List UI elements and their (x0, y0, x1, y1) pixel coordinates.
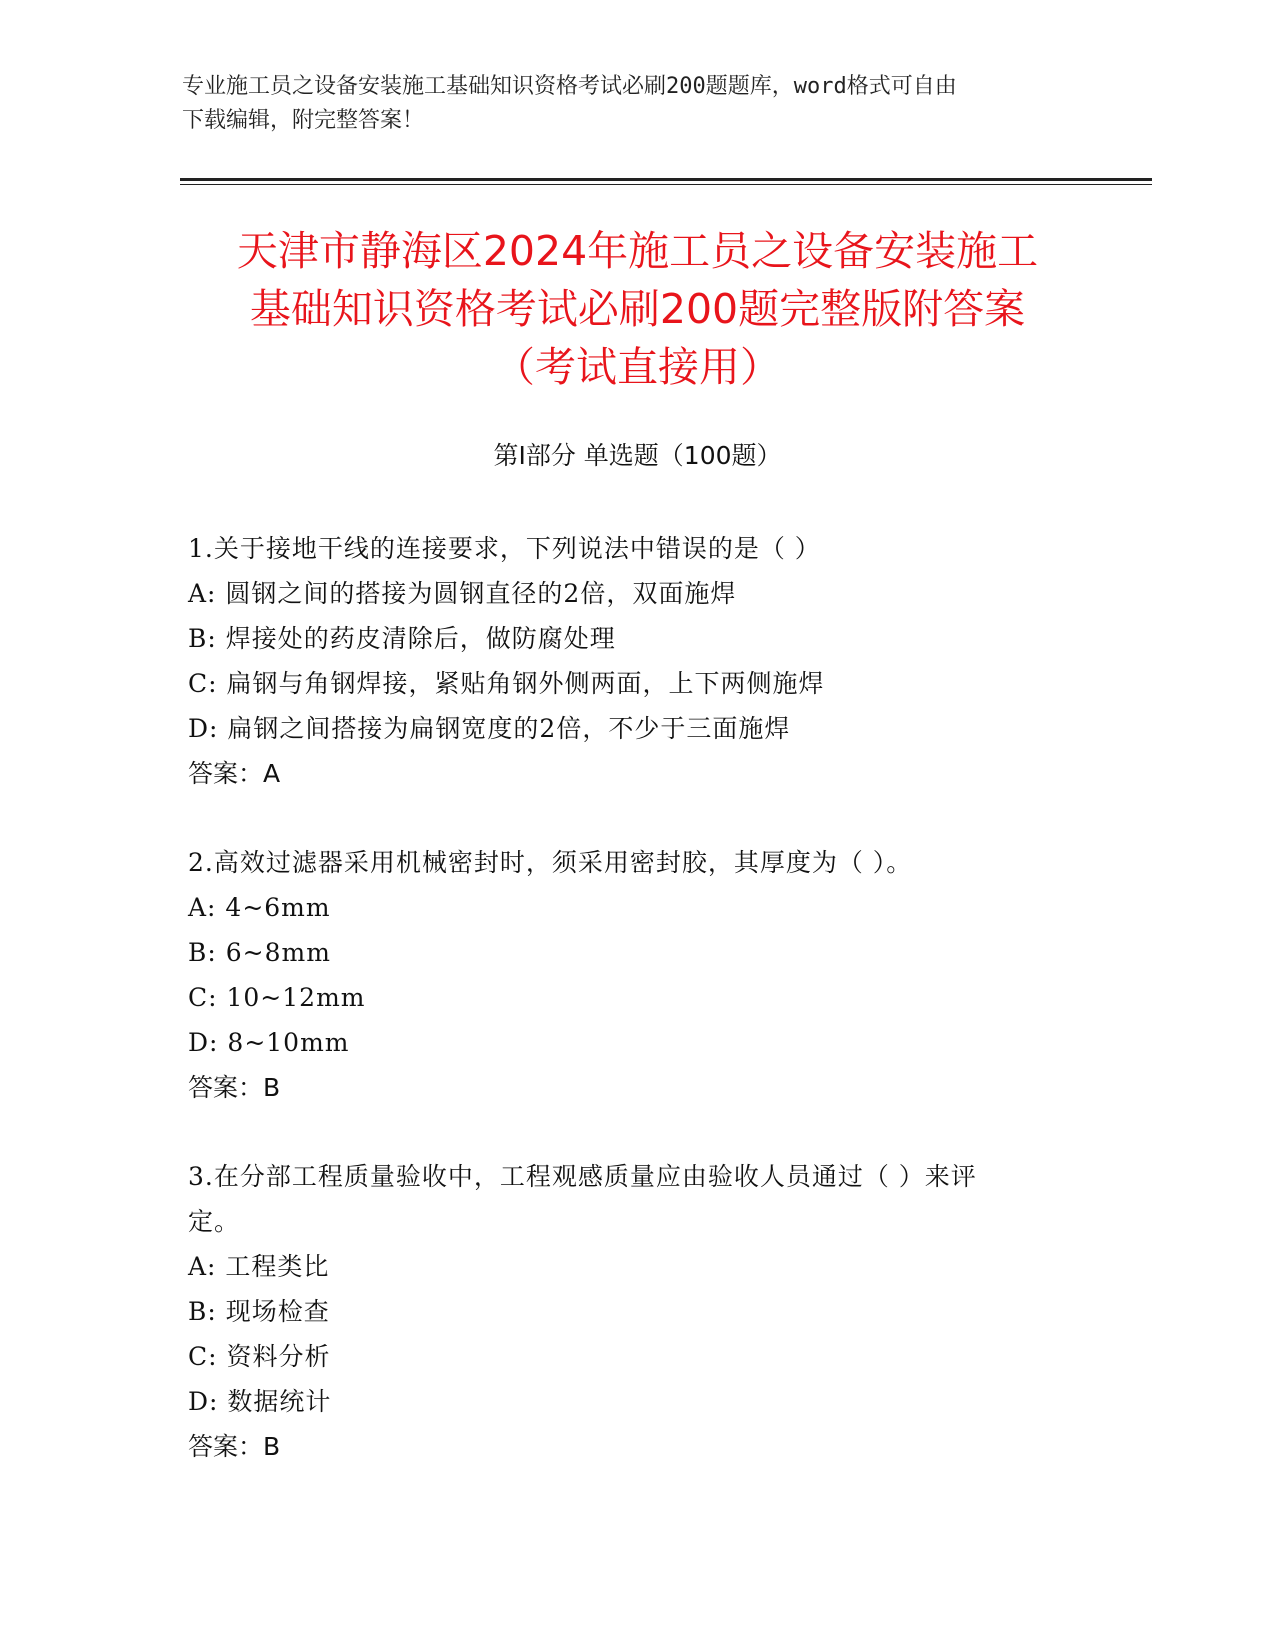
option-d: D: 数据统计 (188, 1387, 332, 1416)
option-c: C: 10~12mm (188, 983, 366, 1012)
question-2 (188, 840, 1088, 1110)
option-b: B: 现场检查 (188, 1297, 330, 1326)
option-a: A: 4~6mm (188, 893, 331, 922)
option-a: A: 圆钢之间的搭接为圆钢直径的2倍，双面施焊 (188, 579, 737, 608)
document-title (130, 222, 1145, 396)
answer: 答案：A (188, 759, 281, 788)
question-stem: 2.高效过滤器采用机械密封时，须采用密封胶，其厚度为（ ）。 (188, 848, 913, 877)
page-header (182, 70, 1082, 138)
header-divider (180, 178, 1152, 185)
question-stem-line-2: 定。 (188, 1207, 241, 1236)
header-divider-thin (180, 184, 1152, 185)
question-1 (188, 526, 1088, 796)
header-line-2: 下载编辑，附完整答案！ (182, 108, 425, 133)
answer: 答案：B (188, 1073, 281, 1102)
option-b: B: 6~8mm (188, 938, 331, 967)
option-d: D: 扁钢之间搭接为扁钢宽度的2倍，不少于三面施焊 (188, 714, 791, 743)
option-d: D: 8~10mm (188, 1028, 350, 1057)
question-list (188, 526, 1088, 1513)
option-a: A: 工程类比 (188, 1252, 330, 1281)
option-c: C: 扁钢与角钢焊接，紧贴角钢外侧两面，上下两侧施焊 (188, 669, 825, 698)
title-line-3: （考试直接用） (494, 343, 781, 391)
header-line-1: 专业施工员之设备安装施工基础知识资格考试必刷200题题库，word格式可自由 (182, 74, 957, 99)
question-3 (188, 1154, 1088, 1469)
question-stem: 1.关于接地干线的连接要求，下列说法中错误的是（ ） (188, 534, 821, 563)
section-title: 第Ⅰ部分 单选题（100题） (493, 441, 782, 470)
answer: 答案：B (188, 1432, 281, 1461)
title-line-1: 天津市静海区2024年施工员之设备安装施工 (236, 227, 1039, 275)
option-b: B: 焊接处的药皮清除后，做防腐处理 (188, 624, 616, 653)
title-line-2: 基础知识资格考试必刷200题完整版附答案 (249, 285, 1026, 333)
header-divider-thick (180, 178, 1152, 181)
option-c: C: 资料分析 (188, 1342, 331, 1371)
question-stem-line-1: 3.在分部工程质量验收中，工程观感质量应由验收人员通过（ ）来评 (188, 1162, 977, 1191)
